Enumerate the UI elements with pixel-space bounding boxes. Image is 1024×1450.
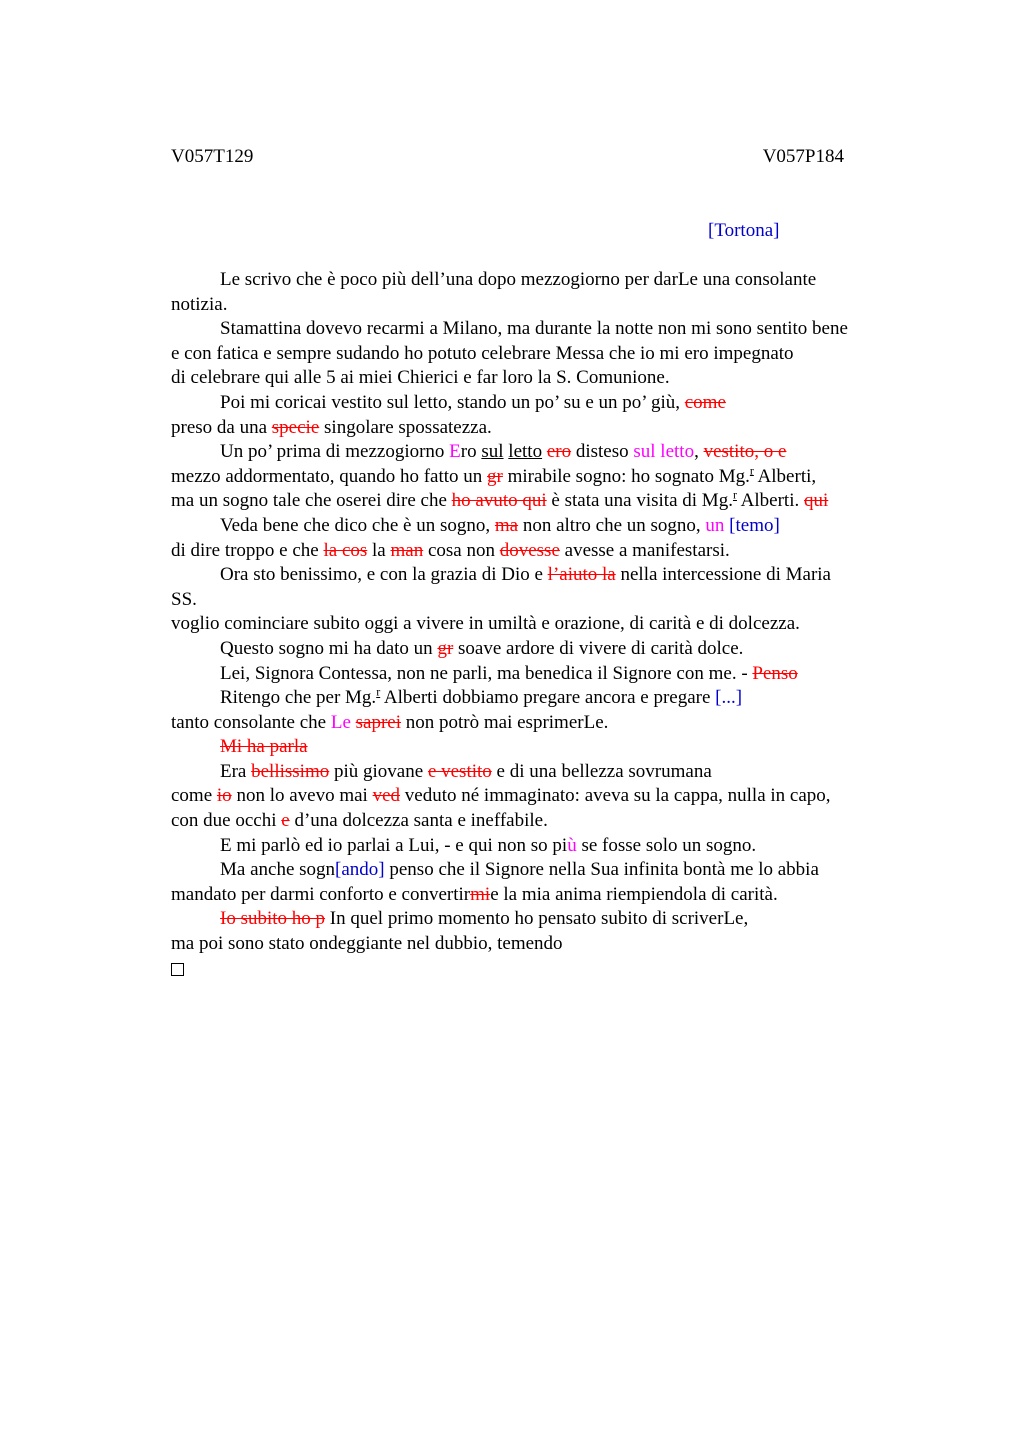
text-line — [171, 957, 911, 984]
deleted-text: e — [281, 810, 290, 832]
text-line: di dire troppo e che la cos la man cosa non dovesse avesse a manifestarsi. — [171, 539, 730, 561]
underlined-text: letto — [508, 441, 543, 463]
letter-body — [171, 268, 911, 983]
text-line: tanto consolante che Le saprei non potrò mai esprimerLe. — [171, 711, 609, 733]
deleted-text: gr — [437, 637, 454, 659]
text-line: mandato per darmi conforto e convertirmie la mia anima riempiendola di carità. — [171, 883, 778, 905]
deleted-text: mi — [470, 883, 491, 905]
text-line: notizia. — [171, 293, 228, 315]
document-code-right: V057P184 — [762, 146, 844, 167]
deleted-text: man — [390, 539, 424, 561]
text-line — [171, 735, 911, 760]
text-line: mezzo addormentato, quando ho fatto un gr mirabile sogno: ho sognato Mg.$^r$ Alberti, — [171, 463, 817, 487]
deleted-text: la cos — [323, 539, 368, 561]
deleted-text: ved — [372, 785, 401, 807]
text-line: SS. — [171, 588, 197, 610]
text-line: di celebrare qui alle 5 ai miei Chierici e far loro la S. Comunione. — [171, 367, 670, 389]
deleted-text: come — [684, 391, 726, 413]
text-line: Stamattina dovevo recarmi a Milano, ma durante la notte non mi sono sentito bene — [220, 318, 848, 340]
deleted-text: ma — [494, 514, 519, 536]
editorial-insertion: temo — [735, 514, 774, 536]
text-line: e con fatica e sempre sudando ho potuto celebrare Messa che io mi ero impegnato — [171, 342, 794, 364]
text-line: Questo sogno mi ha dato un gr soave ardore di vivere di carità dolce. — [220, 637, 744, 659]
text-line: voglio cominciare subito oggi a vivere in umiltà e orazione, di carità e di dolcezza. — [171, 613, 800, 635]
deleted-text: qui — [803, 490, 829, 512]
text-line: Un po’ prima di mezzogiorno Ero sul letto ero disteso sul letto, vestito, o e — [220, 441, 787, 463]
text-line: Le scrivo che è poco più dell’una dopo mezzogiorno per darLe una consolante — [220, 269, 817, 290]
text-line: ma poi sono stato ondeggiante nel dubbio, temendo — [171, 933, 563, 955]
place-heading: [Tortona] — [708, 220, 780, 241]
text-line: come io non lo avevo mai ved veduto né immaginato: aveva su la cappa, nulla in capo, — [171, 785, 831, 807]
deleted-text: Mi ha parla — [220, 736, 308, 758]
text-line: Era bellissimo più giovane e vestito e di una bellezza sovrumana — [220, 760, 712, 782]
editorial-insertion: ... — [721, 687, 736, 709]
deleted-text: gr — [487, 465, 503, 487]
deleted-text: specie — [271, 416, 320, 438]
text-line: con due occhi e d’una dolcezza santa e ineffabile. — [171, 810, 548, 832]
text-line: E mi parlò ed io parlai a Lui, - e qui non so più se fosse solo un sogno. — [220, 834, 757, 856]
deleted-text: l’aiuto la — [547, 564, 616, 586]
text-line: Lei, Signora Contessa, non ne parli, ma benedica il Signore con me. - Penso — [220, 662, 798, 684]
deleted-text: saprei — [355, 711, 402, 733]
deleted-text: Penso — [752, 662, 798, 684]
added-text: sul letto — [633, 441, 695, 463]
deleted-text: io — [216, 785, 232, 807]
text-line: Io subito ho p In quel primo momento ho pensato subito di scriverLe, — [220, 908, 749, 930]
deleted-text: e vestito — [427, 760, 492, 782]
added-text: Le — [330, 711, 351, 733]
deleted-text: Io subito ho p — [220, 908, 326, 930]
added-text: ù — [567, 834, 577, 856]
document-code-left: V057T129 — [171, 146, 254, 167]
text-line: Ritengo che per Mg.$^r$ Alberti dobbiamo pregare ancora e pregare [...] — [220, 684, 743, 709]
place-name: Tortona — [714, 220, 774, 241]
text-line: Veda bene che dico che è un sogno, ma non altro che un sogno, un [temo] — [220, 514, 780, 536]
text-line: Poi mi coricai vestito sul letto, stando un po’ su e un po’ giù, come — [220, 391, 726, 413]
editorial-insertion: ando — [341, 859, 379, 881]
deleted-text: vestito, o e — [703, 441, 787, 463]
text-line: preso da una specie singolare spossatezza. — [171, 416, 492, 438]
added-text: E — [449, 441, 461, 463]
underlined-text: sul — [481, 441, 504, 463]
text-line: Ora sto benissimo, e con la grazia di Dio e l’aiuto la nella intercessione di Maria — [220, 564, 831, 586]
deleted-text: ho avuto qui — [451, 490, 547, 512]
text-line: ma un sogno tale che oserei dire che ho avuto qui è stata una visita di Mg.$^r$ Alberti. qui — [171, 488, 829, 512]
deleted-text: dovesse — [499, 539, 560, 561]
end-of-page-box-icon — [171, 963, 184, 976]
text-line: Ma anche sogn[ando] penso che il Signore nella Sua infinita bontà me lo abbia — [220, 859, 819, 881]
added-text: un — [705, 514, 725, 536]
deleted-text: bellissimo — [251, 760, 330, 782]
deleted-text: ero — [546, 441, 572, 463]
